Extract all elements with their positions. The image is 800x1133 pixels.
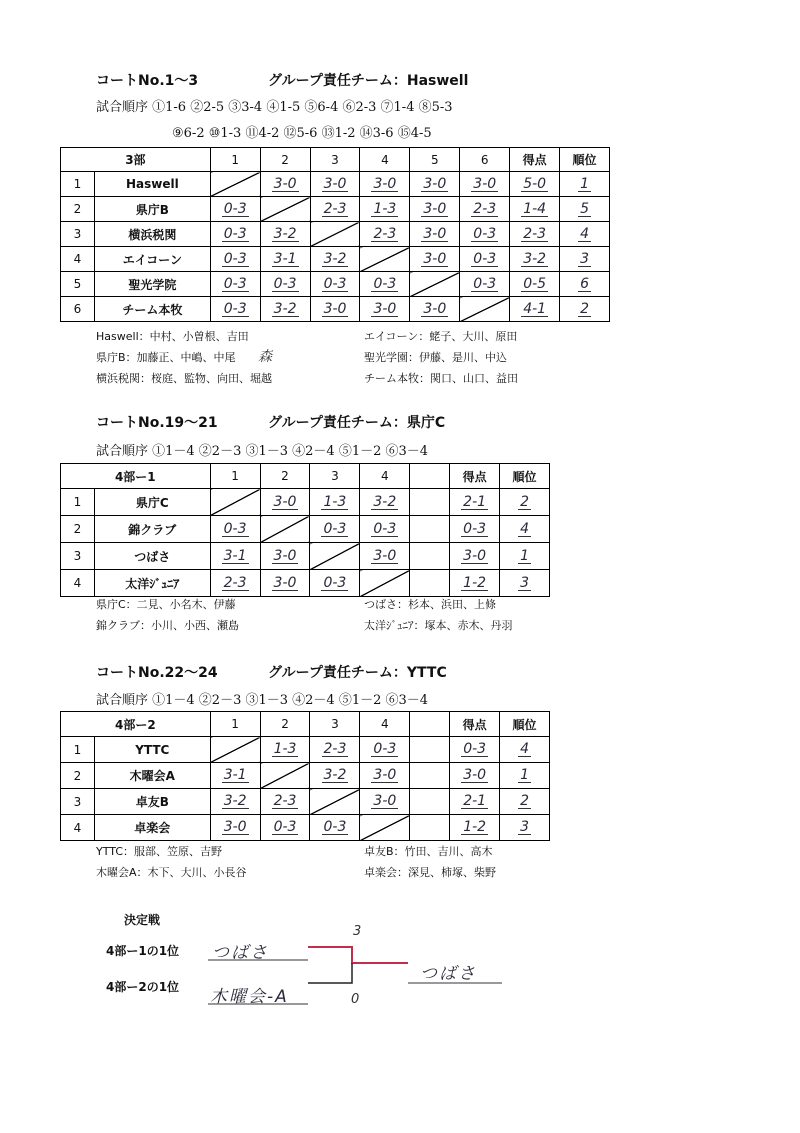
team-name: 太洋ｼﾞｭﾆｱ (94, 570, 210, 597)
row-number: 5 (61, 272, 95, 297)
points-cell: 5-0 (523, 175, 547, 192)
team-name: 卓友B (94, 789, 210, 815)
score-cell: 2-3 (373, 225, 397, 242)
rank-cell: 3 (580, 250, 589, 267)
score-cell: 2-3 (273, 793, 297, 809)
col-header: 3 (310, 712, 360, 737)
score-cell: 3-1 (223, 767, 247, 783)
score-cell: 0-3 (223, 200, 247, 217)
rank-cell: 1 (580, 175, 589, 192)
team-name: エイコーン (94, 247, 210, 272)
score-cell: 3-2 (273, 300, 297, 317)
col-header: 3 (310, 148, 360, 172)
score-cell: 0-3 (323, 574, 347, 591)
score-cell: 1-3 (373, 200, 397, 217)
member-list: 卓友B：竹田、吉川、高木 (364, 845, 493, 858)
col-header: 2 (260, 148, 310, 172)
bracket-connector (308, 947, 408, 983)
score-cell: 3-0 (323, 175, 347, 192)
points-cell: 3-2 (523, 250, 547, 267)
rank-cell: 4 (580, 225, 589, 242)
score-cell: 0-3 (373, 741, 397, 757)
final-team-bottom: 木曜会-A (210, 987, 289, 1007)
score-cell: 3-0 (373, 300, 397, 317)
col-header: 5 (410, 148, 460, 172)
score-cell: 0-3 (373, 275, 397, 292)
row-number: 3 (61, 222, 95, 247)
member-list: YTTC：服部、笠原、吉野 (96, 845, 222, 858)
points-header: 得点 (450, 712, 500, 737)
team-name: Haswell (94, 172, 210, 197)
row-number: 4 (61, 247, 95, 272)
score-cell: 3-0 (373, 767, 397, 783)
row-number: 6 (61, 297, 95, 322)
col-header: 6 (460, 148, 510, 172)
division-header: 3部 (61, 148, 211, 172)
row-number: 4 (61, 570, 95, 597)
score-cell: 2-3 (473, 200, 497, 217)
member-list: 県庁C：二見、小名木、伊藤 (96, 598, 236, 611)
score-cell: 3-0 (273, 574, 297, 591)
rank-cell: 2 (580, 300, 589, 317)
score-cell: 0-3 (323, 275, 347, 292)
score-cell: 3-0 (423, 200, 447, 217)
score-cell: 3-0 (273, 547, 297, 564)
final-title: 決定戦 (124, 913, 161, 927)
score-cell: 2-3 (223, 574, 247, 591)
rank-header: 順位 (500, 464, 550, 489)
rank-cell: 3 (520, 819, 529, 835)
col-header: 4 (360, 148, 410, 172)
score-cell: 3-1 (273, 250, 297, 267)
final-score-top: 3 (353, 924, 362, 939)
team-name: チーム本牧 (94, 297, 210, 322)
rank-cell: 1 (520, 547, 529, 564)
row-number: 2 (61, 516, 95, 543)
member-list: 太洋ｼﾞｭﾆｱ：塚本、赤木、丹羽 (364, 619, 513, 632)
points-header: 得点 (510, 148, 560, 172)
row-number: 1 (61, 172, 95, 197)
responsible-team-1: グループ責任チーム：Haswell (268, 73, 469, 89)
points-cell: 0-3 (463, 520, 487, 537)
final-label-top: 4部ー1の1位 (106, 944, 180, 958)
member-list: 錦クラブ：小川、小西、瀬島 (96, 619, 239, 632)
row-number: 4 (61, 815, 95, 841)
points-cell: 3-0 (463, 767, 487, 783)
points-cell: 2-1 (463, 793, 487, 809)
team-name: 卓楽会 (94, 815, 210, 841)
score-cell: 3-0 (423, 300, 447, 317)
team-name: 聖光学院 (94, 272, 210, 297)
team-name: 県庁C (94, 489, 210, 516)
score-cell: 3-0 (473, 175, 497, 192)
team-name: YTTC (94, 737, 210, 763)
row-number: 1 (61, 489, 95, 516)
score-cell: 0-3 (223, 275, 247, 292)
col-header: 1 (210, 148, 260, 172)
points-cell: 3-0 (463, 547, 487, 564)
row-number: 1 (61, 737, 95, 763)
score-cell: 3-0 (423, 175, 447, 192)
score-cell: 3-0 (373, 547, 397, 564)
row-number: 3 (61, 789, 95, 815)
points-header: 得点 (450, 464, 500, 489)
rank-cell: 2 (520, 793, 529, 809)
final-label-bottom: 4部ー2の1位 (106, 980, 180, 994)
team-name: 錦クラブ (94, 516, 210, 543)
final-winner: つばさ (420, 964, 477, 984)
score-cell: 3-0 (373, 175, 397, 192)
score-cell: 3-2 (323, 250, 347, 267)
score-cell: 3-0 (423, 225, 447, 242)
final-score-bottom: 0 (351, 992, 360, 1007)
rank-cell: 5 (580, 200, 589, 217)
rank-cell: 1 (520, 767, 529, 783)
rank-cell: 4 (520, 741, 529, 757)
division-header: 4部ー2 (61, 712, 211, 737)
member-list: つばさ：杉本、浜田、上條 (364, 598, 496, 611)
member-list: Haswell：中村、小曽根、吉田 (96, 330, 249, 343)
score-cell: 3-2 (323, 767, 347, 783)
match-order-2: 試合順序 ①1－4 ②2－3 ③1－3 ④2－4 ⑤1－2 ⑥3－4 (96, 444, 429, 459)
points-cell: 4-1 (523, 300, 547, 317)
rank-cell: 3 (520, 574, 529, 591)
rank-cell: 6 (580, 275, 589, 292)
col-header: 4 (360, 712, 410, 737)
responsible-team-2: グループ責任チーム：県庁C (268, 415, 446, 431)
winner-path (308, 947, 408, 963)
score-cell: 3-0 (273, 493, 297, 510)
loser-path (308, 963, 352, 983)
handwritten-note: 森 (258, 349, 272, 365)
row-number: 3 (61, 543, 95, 570)
member-list: 卓楽会：深見、柿塚、柴野 (364, 866, 496, 879)
team-name: 横浜税関 (94, 222, 210, 247)
member-list: 県庁B：加藤正、中嶋、中尾 (96, 351, 236, 364)
row-number: 2 (61, 197, 95, 222)
score-cell: 0-3 (223, 520, 247, 537)
col-header: 4 (360, 464, 410, 489)
match-order-1b: ⑨6-2 ⑩1-3 ⑪4-2 ⑫5-6 ⑬1-2 ⑭3-6 ⑮4-5 (172, 126, 432, 141)
member-list: エイコーン：蛯子、大川、原田 (364, 330, 518, 343)
member-list: チーム本牧：関口、山口、益田 (364, 372, 518, 385)
row-number: 2 (61, 763, 95, 789)
score-cell: 0-3 (223, 300, 247, 317)
division-header: 4部ー1 (61, 464, 211, 489)
points-cell: 1-2 (463, 819, 487, 835)
col-header: 2 (260, 712, 310, 737)
score-cell: 3-1 (223, 547, 247, 564)
score-cell: 3-2 (223, 793, 247, 809)
member-list: 聖光学園：伊藤、是川、中込 (364, 351, 507, 364)
score-cell: 1-3 (323, 493, 347, 510)
score-cell: 3-2 (273, 225, 297, 242)
court-title-2: コートNo.19～21 (96, 415, 218, 431)
col-header: 1 (210, 464, 260, 489)
score-cell: 0-3 (273, 275, 297, 292)
points-cell: 0-3 (463, 741, 487, 757)
score-cell: 1-3 (273, 741, 297, 757)
member-list: 木曜会A：木下、大川、小長谷 (96, 866, 247, 879)
points-cell: 1-4 (523, 200, 547, 217)
team-name: 県庁B (94, 197, 210, 222)
score-cell: 3-0 (323, 300, 347, 317)
score-cell: 0-3 (473, 250, 497, 267)
match-order-1a: 試合順序 ①1-6 ②2-5 ③3-4 ④1-5 ⑤6-4 ⑥2-3 ⑦1-4 ⑧5-3 (96, 100, 453, 115)
points-cell: 2-3 (523, 225, 547, 242)
score-cell: 3-0 (273, 175, 297, 192)
col-header: 1 (210, 712, 260, 737)
court-title-1: コートNo.1～3 (96, 73, 199, 89)
final-team-top: つばさ (212, 943, 269, 963)
rank-cell: 2 (520, 493, 529, 510)
score-cell: 0-3 (223, 225, 247, 242)
team-name: つばさ (94, 543, 210, 570)
score-cell: 0-3 (323, 819, 347, 835)
rank-header: 順位 (500, 712, 550, 737)
col-header: 2 (260, 464, 310, 489)
court-title-3: コートNo.22～24 (96, 665, 218, 681)
score-cell: 3-0 (373, 793, 397, 809)
points-cell: 0-5 (523, 275, 547, 292)
match-order-3: 試合順序 ①1－4 ②2－3 ③1－3 ④2－4 ⑤1－2 ⑥3－4 (96, 693, 429, 708)
team-name: 木曜会A (94, 763, 210, 789)
col-header: 3 (310, 464, 360, 489)
score-cell: 0-3 (373, 520, 397, 537)
score-cell: 2-3 (323, 200, 347, 217)
member-list: 横浜税関：桜庭、監物、向田、堀越 (96, 372, 272, 385)
score-cell: 3-0 (223, 819, 247, 835)
bracket-underlines (208, 960, 502, 1004)
score-cell: 0-3 (323, 520, 347, 537)
rank-header: 順位 (560, 148, 610, 172)
score-cell: 0-3 (473, 225, 497, 242)
score-cell: 3-0 (423, 250, 447, 267)
points-cell: 2-1 (463, 493, 487, 510)
score-cell: 2-3 (323, 741, 347, 757)
rank-cell: 4 (520, 520, 529, 537)
score-cell: 0-3 (223, 250, 247, 267)
score-cell: 0-3 (273, 819, 297, 835)
responsible-team-3: グループ責任チーム：YTTC (268, 665, 447, 681)
points-cell: 1-2 (463, 574, 487, 591)
score-cell: 0-3 (473, 275, 497, 292)
score-cell: 3-2 (373, 493, 397, 510)
